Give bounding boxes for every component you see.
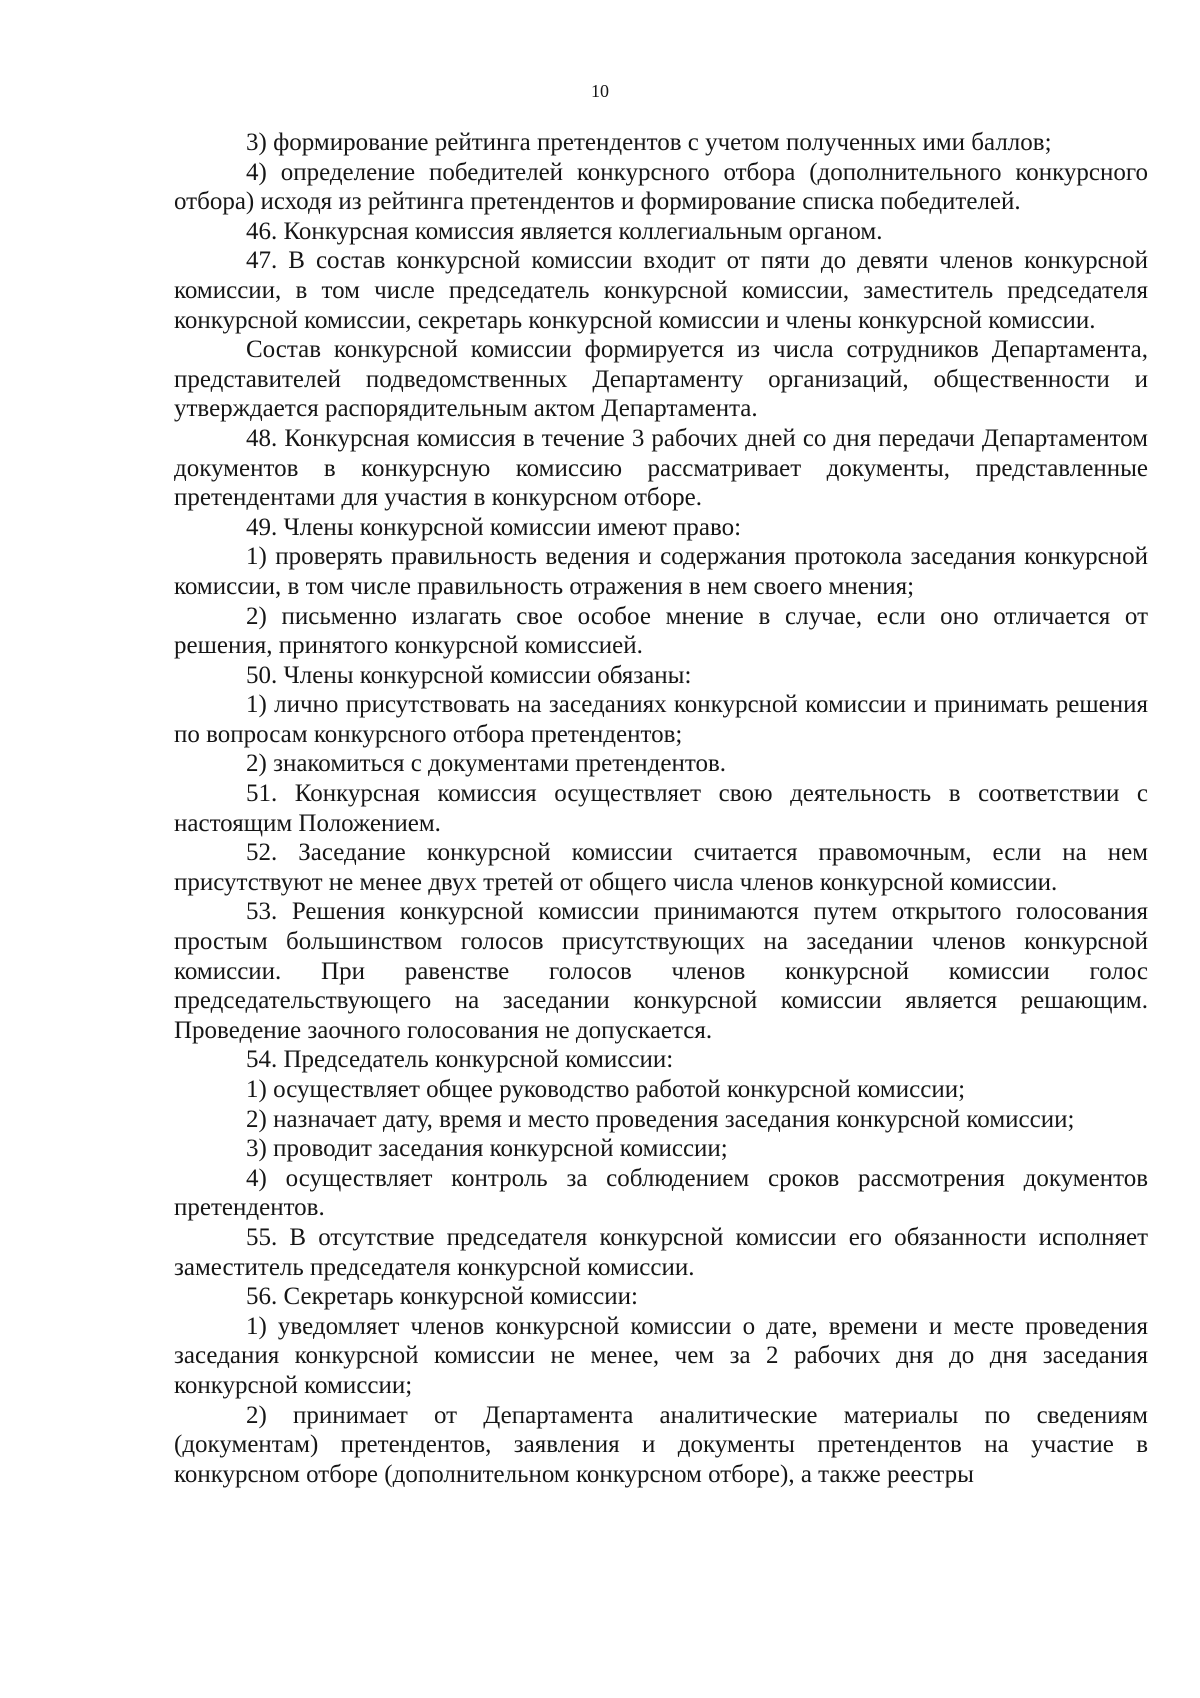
- clause-56-item-2: 2) принимает от Департамента аналитические материалы по сведениям (документам) претендентов, заявления и документы претендентов на участие в конкурсном отборе (дополнительном конкурсном отборе), а также реестры: [174, 1401, 1148, 1488]
- clause-47-composition: Состав конкурсной комиссии формируется из числа сотрудников Департамента, представителей подведомственных Департаменту организаций, общественности и утверждается распорядительным актом Департамента.: [174, 336, 1148, 423]
- clause-46: 46. Конкурсная комиссия является коллегиальным органом.: [246, 217, 883, 245]
- document-body: [174, 128, 1148, 1489]
- clause-54-item-1: 1) осуществляет общее руководство работой конкурсной комиссии;: [246, 1076, 966, 1103]
- clause-49-item-2: 2) письменно излагать свое особое мнение в случае, если оно отличается от решения, принятого конкурсной комиссией.: [174, 602, 1148, 660]
- clause-54-item-3: 3) проводит заседания конкурсной комиссии;: [246, 1135, 728, 1163]
- clause-55: 55. В отсутствие председателя конкурсной комиссии его обязанности исполняет заместитель председателя конкурсной комиссии.: [174, 1223, 1148, 1281]
- clause-48: 48. Конкурсная комиссия в течение 3 рабочих дней со дня передачи Департаментом документов в конкурсную комиссию рассматривает документы, представленные претендентами для участия в конкурсном отборе.: [174, 424, 1148, 512]
- list-item-3: 3) формирование рейтинга претендентов с учетом полученных ими баллов;: [246, 129, 1052, 156]
- clause-49: 49. Члены конкурсной комиссии имеют право:: [246, 513, 742, 541]
- clause-49-item-1: 1) проверять правильность ведения и содержания протокола заседания конкурсной комиссии, в том числе правильность отражения в нем своего мнения;: [174, 543, 1148, 600]
- clause-50-item-1: 1) лично присутствовать на заседаниях конкурсной комиссии и принимать решения по вопросам конкурсного отбора претендентов;: [174, 691, 1148, 748]
- clause-54-item-2: 2) назначает дату, время и место проведения заседания конкурсной комиссии;: [246, 1105, 1075, 1133]
- clause-56-item-1: 1) уведомляет членов конкурсной комиссии о дате, времени и месте проведения заседания конкурсной комиссии не менее, чем за 2 рабочих дня до дня заседания конкурсной комиссии;: [174, 1312, 1148, 1399]
- clause-54: 54. Председатель конкурсной комиссии:: [246, 1046, 674, 1074]
- page-number: 10: [591, 81, 609, 101]
- clause-54-item-4: 4) осуществляет контроль за соблюдением сроков рассмотрения документов претендентов.: [174, 1164, 1148, 1222]
- clause-50-item-2: 2) знакомиться с документами претендентов.: [246, 750, 727, 778]
- clause-52: 52. Заседание конкурсной комиссии считается правомочным, если на нем присутствуют не менее двух третей от общего числа членов конкурсной комиссии.: [174, 839, 1148, 896]
- clause-50: 50. Члены конкурсной комиссии обязаны:: [246, 661, 692, 689]
- clause-53: 53. Решения конкурсной комиссии принимаются путем открытого голосования простым большинством голосов присутствующих на заседании членов конкурсной комиссии. При равенстве голосов членов конкурсной комиссии голос председательствующего на заседании конкурсной комиссии является решающим. Проведение заочного голосования не допускается.: [174, 898, 1148, 1044]
- clause-51: 51. Конкурсная комиссия осуществляет свою деятельность в соответствии с настоящим Положением.: [174, 780, 1148, 837]
- list-item-4: 4) определение победителей конкурсного отбора (дополнительного конкурсного отбора) исходя из рейтинга претендентов и формирование списка победителей.: [174, 158, 1148, 216]
- clause-47: 47. В состав конкурсной комиссии входит от пяти до девяти членов конкурсной комиссии, в том числе председатель конкурсной комиссии, заместитель председателя конкурсной комиссии, секретарь конкурсной комиссии и члены конкурсной комиссии.: [174, 247, 1148, 334]
- clause-56: 56. Секретарь конкурсной комиссии:: [246, 1283, 638, 1311]
